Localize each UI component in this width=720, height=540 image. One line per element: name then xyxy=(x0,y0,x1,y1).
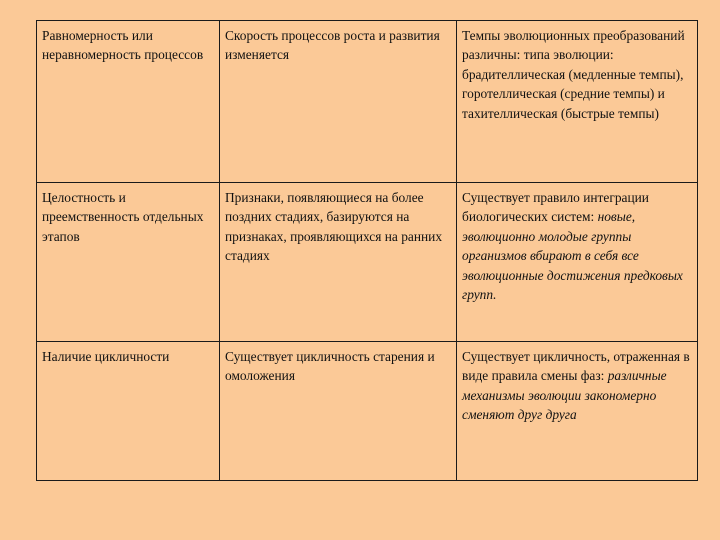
table-row xyxy=(37,183,698,342)
table-row xyxy=(37,21,698,183)
cell-italic-text: различные механизмы эволюции закономерно сменяют друг друга xyxy=(462,368,667,423)
table-cell: Наличие цикличности xyxy=(37,342,220,481)
table-cell: Равномерность или неравномерность процессов xyxy=(37,21,220,183)
table-cell: Скорость процессов роста и развития изменяется xyxy=(220,21,457,183)
table-cell: Существует цикличность старения и омоложения xyxy=(220,342,457,481)
cell-italic-text: новые, эволюционно молодые группы организмов вбирают в себя все эволюционные достижения предковых групп. xyxy=(462,209,683,303)
table-row xyxy=(37,342,698,481)
table-cell: Признаки, появляющиеся на более поздних стадиях, базируются на признаках, проявляющихся на ранних стадиях xyxy=(220,183,457,342)
cell-text: Существует правило интеграции биологических систем: xyxy=(462,190,649,225)
table-cell: Темпы эволюционных преобразований различны: типа эволюции: брадителлическая (медленные темпы), горотеллическая (средние темпы) и тахителлическая (быстрые темпы) xyxy=(457,21,698,183)
table-cell xyxy=(457,342,698,481)
comparison-table xyxy=(36,20,698,481)
table-cell: Целостность и преемственность отдельных этапов xyxy=(37,183,220,342)
cell-text: Существует цикличность, отраженная в виде правила смены фаз: xyxy=(462,349,690,384)
table-cell xyxy=(457,183,698,342)
